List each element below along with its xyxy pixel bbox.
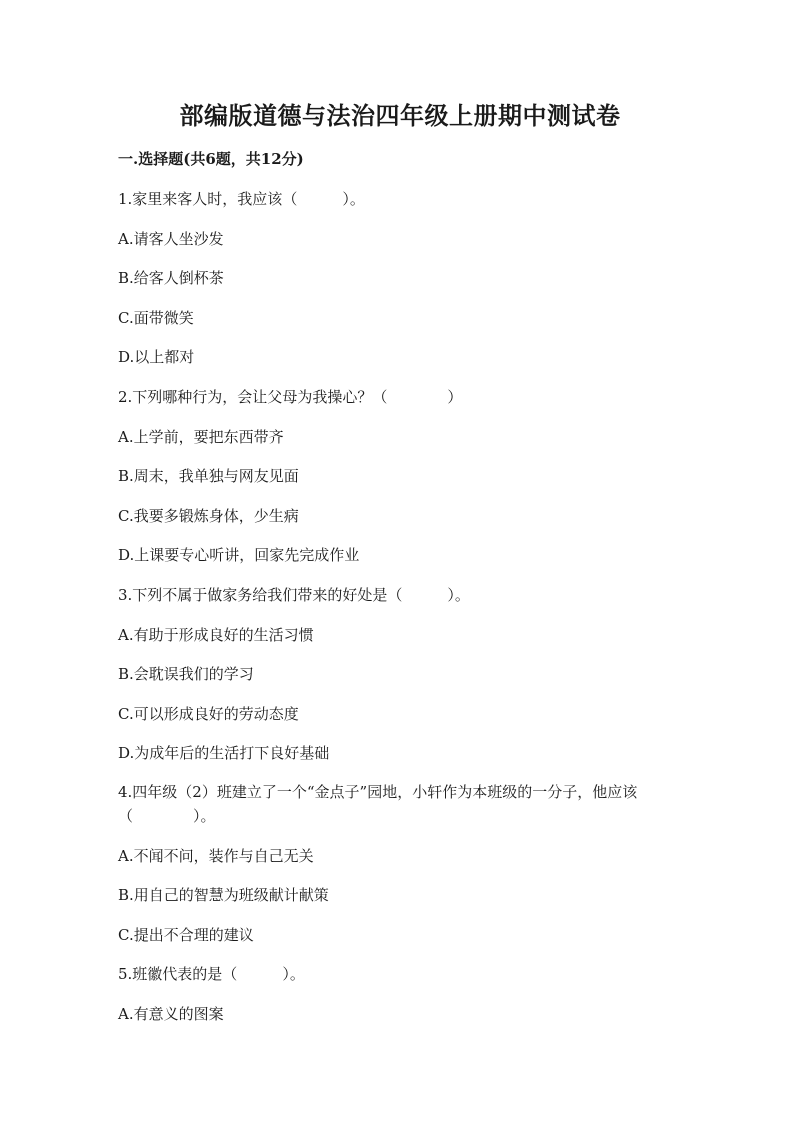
answer-option: A.不闻不问，装作与自己无关 <box>118 847 314 865</box>
question-stem: 4.四年级（2）班建立了一个“金点子”园地，小轩作为本班级的一分子，他应该（ ）。 <box>118 783 638 825</box>
answer-option: A.上学前，要把东西带齐 <box>118 428 284 446</box>
answer-option: A.请客人坐沙发 <box>118 230 224 248</box>
answer-option: C.我要多锻炼身体，少生病 <box>118 507 299 525</box>
answer-option: A.有助于形成良好的生活习惯 <box>118 626 314 644</box>
question-stem: 1.家里来客人时，我应该（ ）。 <box>118 190 365 208</box>
answer-option: B.给客人倒杯茶 <box>118 269 224 287</box>
answer-option: C.提出不合理的建议 <box>118 926 254 944</box>
answer-option: C.可以形成良好的劳动态度 <box>118 705 299 723</box>
page-title: 部编版道德与法治四年级上册期中测试卷 <box>179 101 621 130</box>
answer-option: B.会耽误我们的学习 <box>118 665 254 683</box>
answer-option: A.有意义的图案 <box>118 1005 224 1023</box>
question-stem: 2.下列哪种行为，会让父母为我操心？（ ） <box>118 388 463 406</box>
answer-option: B.用自己的智慧为班级献计献策 <box>118 886 329 904</box>
answer-option: D.以上都对 <box>118 348 195 366</box>
answer-option: B.周末，我单独与网友见面 <box>118 467 299 485</box>
answer-option: D.上课要专心听讲，回家先完成作业 <box>118 546 360 564</box>
section-heading: 一.选择题(共6题，共12分) <box>118 150 304 168</box>
question-stem: 3.下列不属于做家务给我们带来的好处是（ ）。 <box>118 586 470 604</box>
question-stem: 5.班徽代表的是（ ）。 <box>118 965 305 983</box>
answer-option: C.面带微笑 <box>118 309 194 327</box>
answer-option: D.为成年后的生活打下良好基础 <box>118 744 330 762</box>
